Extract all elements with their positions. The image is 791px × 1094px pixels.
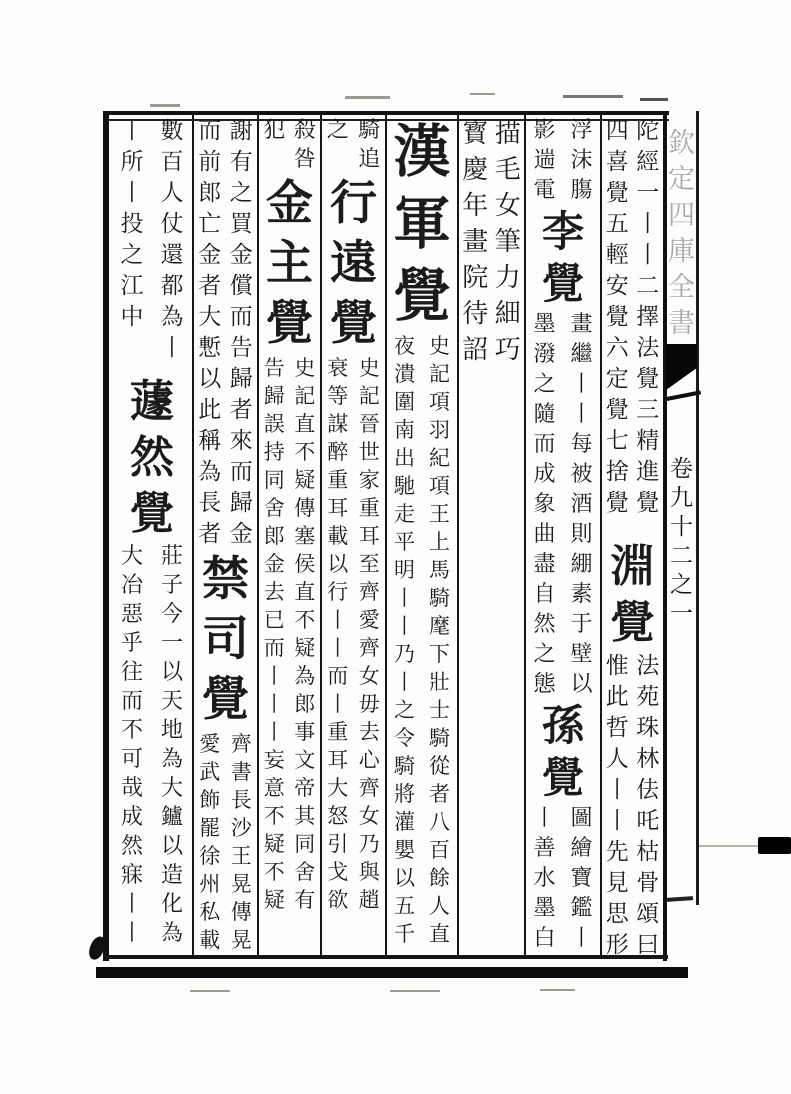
annotation-half-left: 丨善水墨白 (533, 806, 556, 951)
annotation-half-left: 丨所丨投之江中 (120, 118, 144, 330)
annotation-half-right: 莊子今一以天地為大鑪以造化為 (160, 544, 183, 946)
scan-artifact (390, 990, 440, 992)
text-column-2 (526, 116, 600, 957)
annotation-half-right: 數百人仗還都為丨 (160, 118, 184, 361)
text-column-7 (194, 116, 257, 957)
annotation-half-right: 殺咎 (293, 118, 316, 172)
annotation-half-right: 騎追 (358, 118, 381, 172)
annotation-half-left: 大冶惡乎往而不可哉成然寐丨丨 (120, 544, 143, 946)
annotation-half-left: 之 (326, 118, 349, 143)
annotation-pair (322, 116, 385, 174)
entry-heading: 李覺 (541, 207, 584, 308)
annotation-pair (194, 730, 257, 954)
annotation-pair (112, 116, 192, 364)
entry-heading: 禁司覺 (201, 552, 249, 727)
annotation-half-left: 夜潰圍南出馳走平明丨丨乃丨之令騎將灌嬰以五千 (393, 334, 415, 946)
annotation-half-left: 愛武飾罷徐州私載 (199, 732, 221, 952)
annotation-half-left: 影遄電 (533, 118, 556, 203)
annotation-half-left: 四喜覺五輕安覺六定覺七捨覺 (605, 118, 629, 516)
annotation-half-right: 史記直不疑傳塞侯直不疑為郎事文帝其同舍有 (294, 356, 316, 912)
frame-left-border (103, 111, 109, 961)
annotation-pair (602, 116, 663, 519)
annotation-pair (526, 310, 600, 700)
annotation-pair (602, 651, 663, 957)
annotation-half-left: 寳慶年畫院待詔 (462, 119, 489, 365)
annotation-pair (387, 332, 457, 948)
annotation-pair (259, 116, 320, 174)
scan-artifact (563, 95, 623, 98)
text-column-1 (602, 116, 663, 957)
annotation-half-right: 畫繼丨丨每被酒則綳素于壁以 (570, 312, 593, 697)
annotation-pair (259, 354, 320, 914)
annotation-half-right: 史記項羽紀項王上馬騎麾下壯士騎從者八百餘人直 (428, 334, 450, 946)
scan-artifact (345, 96, 390, 99)
text-column-5 (322, 116, 385, 957)
text-column-8 (112, 116, 192, 957)
annotation-half-left: 犯 (263, 118, 286, 143)
entry-heading: 孫覺 (541, 701, 584, 802)
scan-artifact (640, 98, 668, 101)
annotation-half-right: 史記晉世家重耳至齊愛齊女毋去心齊女乃與趙 (358, 356, 380, 912)
book-title: 欽定四庫全書 (668, 128, 695, 339)
scan-artifact (470, 93, 495, 95)
entry-heading: 金主覺 (265, 176, 313, 351)
ink-smudge (758, 837, 791, 854)
entry-heading: 淵覺 (610, 541, 655, 648)
annotation-half-right: 描毛女筆力細巧 (494, 119, 521, 365)
scan-artifact (190, 990, 230, 992)
text-column-4 (387, 116, 457, 957)
annotation-pair (322, 354, 385, 914)
annotation-half-right: 陀經一丨丨二擇法覺三精進覺 (636, 118, 660, 516)
annotation-half-right: 法苑珠林佉吒枯骨頌曰 (636, 653, 660, 957)
annotation-half-left: 衰等謀醉重耳載以行丨丨而丨重耳大怒引戈欲 (327, 356, 349, 912)
annotation-half-left: 而前郎亡金者大慙以此稱為長者 (198, 118, 222, 547)
entry-heading: 蘧然覺 (130, 376, 174, 539)
annotation-half-right: 圖繪寶鑑丨 (570, 806, 593, 951)
text-column-3 (459, 116, 524, 957)
annotation-pair (459, 116, 524, 368)
annotation-half-left: 惟此哲人丨丨先見思形 (605, 653, 629, 957)
margin-foot-tick (667, 896, 693, 902)
bottom-thick-band (96, 967, 688, 978)
entry-heading: 漢軍覺 (393, 118, 451, 329)
annotation-half-right: 齊書長沙王晃傳晃 (230, 732, 252, 952)
annotation-pair (526, 116, 600, 206)
annotation-half-left: 墨潑之隨而成象曲盡自然之態 (533, 312, 556, 697)
entry-heading: 行遠覺 (329, 176, 377, 351)
annotation-half-left: 告歸誤持同舍郎金去已而丨丨丨妄意不疑不疑 (263, 356, 285, 912)
text-column-6 (259, 116, 320, 957)
scan-artifact (150, 104, 180, 107)
annotation-pair (526, 804, 600, 954)
annotation-pair (112, 542, 192, 948)
scan-artifact (540, 989, 575, 991)
annotation-half-right: 浮沫膓 (570, 118, 593, 203)
volume-label: 卷九十二之一 (670, 456, 693, 627)
annotation-half-right: 謝有之買金償而告歸者來而歸金 (229, 118, 253, 547)
annotation-pair (194, 116, 257, 550)
fishtail-tab (666, 344, 697, 390)
scan-artifact (699, 845, 758, 847)
